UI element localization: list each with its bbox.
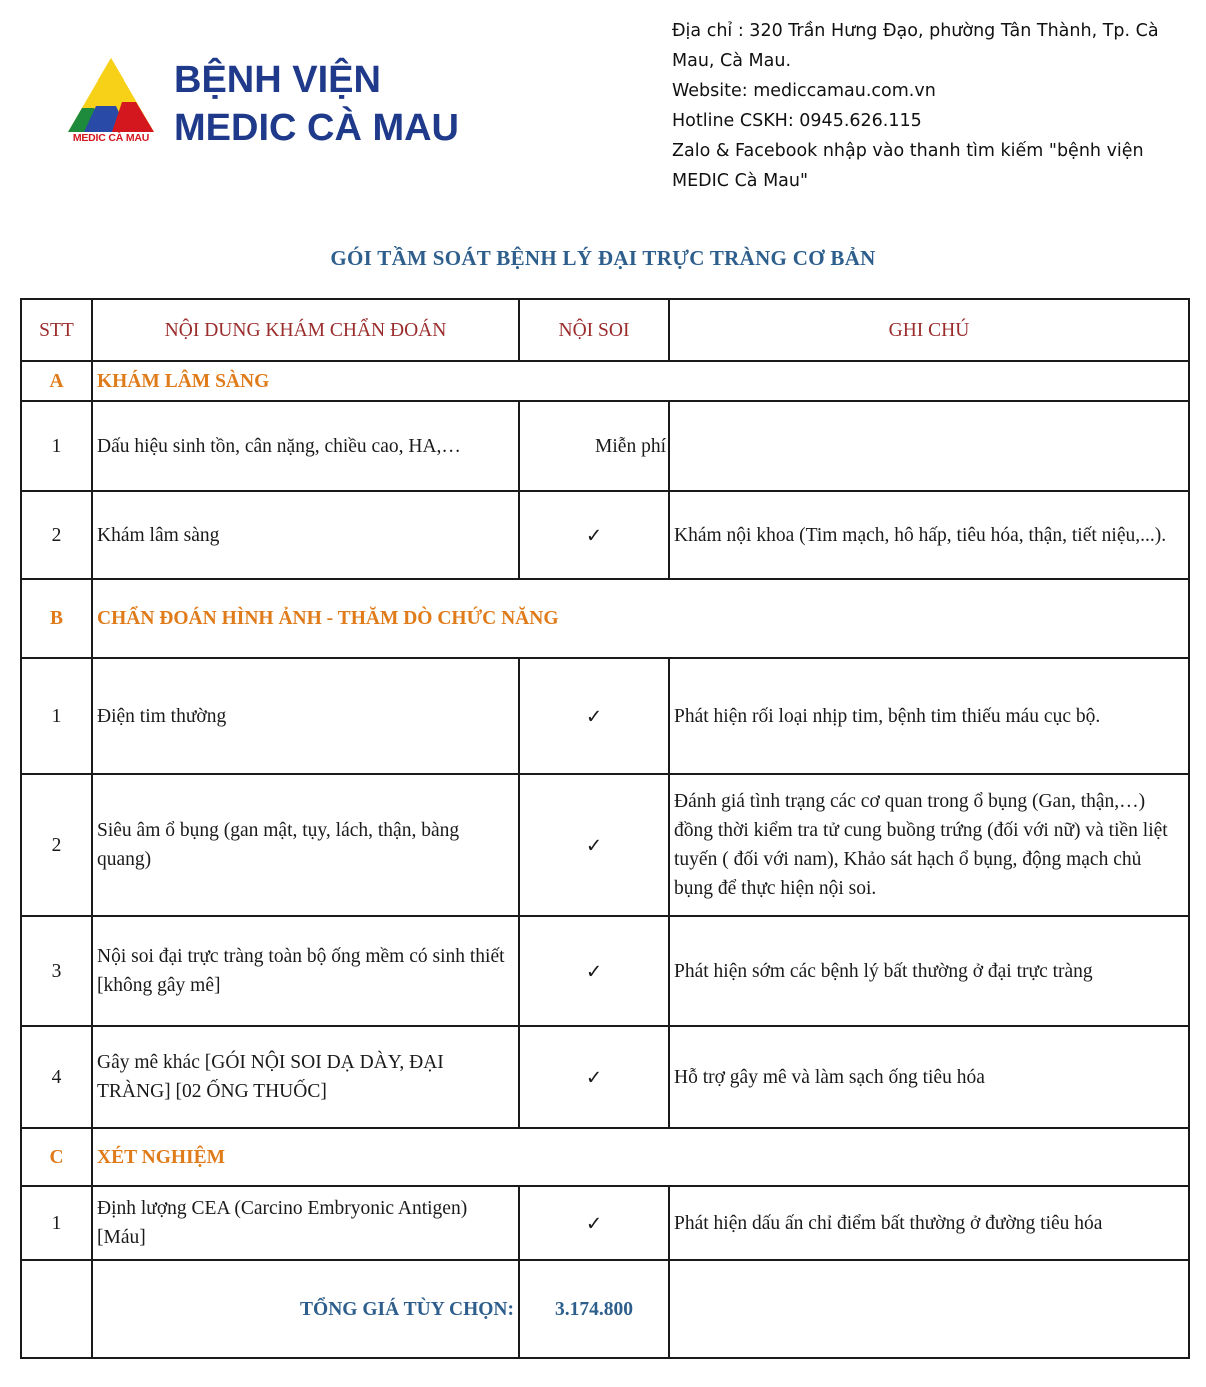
contact-info: [672, 16, 1172, 196]
check-icon: ✓: [519, 491, 669, 579]
table-header-row: [21, 299, 1189, 361]
website-text: Website: mediccamau.com.vn: [672, 81, 936, 101]
row-note: Phát hiện dấu ấn chỉ điểm bất thường ở đường tiêu hóa: [669, 1186, 1189, 1260]
row-content: Gây mê khác [GÓI NỘI SOI DẠ DÀY, ĐẠI TRÀNG] [02 ỐNG THUỐC]: [92, 1026, 519, 1128]
check-icon: ✓: [519, 916, 669, 1026]
row-note: [669, 401, 1189, 491]
table-row: [21, 401, 1189, 491]
row-value: Miễn phí: [519, 401, 669, 491]
section-title: KHÁM LÂM SÀNG: [92, 361, 1189, 401]
row-content: Khám lâm sàng: [92, 491, 519, 579]
total-row: [21, 1260, 1189, 1358]
row-stt: 2: [21, 774, 92, 916]
section-title: XÉT NGHIỆM: [92, 1128, 1189, 1186]
check-icon: ✓: [519, 1026, 669, 1128]
check-icon: ✓: [519, 658, 669, 774]
col-header-endoscopy: NỘI SOI: [519, 299, 669, 361]
hotline-text: Hotline CSKH: 0945.626.115: [672, 111, 922, 131]
row-note: Đánh giá tình trạng các cơ quan trong ổ bụng (Gan, thận,…) đồng thời kiểm tra tử cung buồng trứng (đối với nữ) và tiền liệt tuyến ( đối với nam), Khảo sát hạch ổ bụng, động mạch chủ bụng để thực hiện nội soi.: [669, 774, 1189, 916]
total-empty-cell: [21, 1260, 92, 1358]
col-header-note: GHI CHÚ: [669, 299, 1189, 361]
row-content: Siêu âm ổ bụng (gan mật, tụy, lách, thận, bàng quang): [92, 774, 519, 916]
table-row: [21, 1186, 1189, 1260]
row-stt: 1: [21, 401, 92, 491]
row-content: Nội soi đại trực tràng toàn bộ ống mềm có sinh thiết [không gây mê]: [92, 916, 519, 1026]
row-note: Phát hiện rối loại nhịp tim, bệnh tim thiếu máu cục bộ.: [669, 658, 1189, 774]
total-label: TỔNG GIÁ TÙY CHỌN:: [92, 1260, 519, 1358]
row-stt: 1: [21, 1186, 92, 1260]
brand-line-1: BỆNH VIỆN: [174, 59, 381, 101]
page-header: [0, 0, 1206, 230]
section-letter: B: [21, 579, 92, 658]
logo-caption: MEDIC CÀ MAU: [72, 132, 150, 144]
row-note: Khám nội khoa (Tim mạch, hô hấp, tiêu hóa, thận, tiết niệu,...).: [669, 491, 1189, 579]
section-title: CHẨN ĐOÁN HÌNH ẢNH - THĂM DÒ CHỨC NĂNG: [92, 579, 1189, 658]
table-row: [21, 774, 1189, 916]
row-content: Điện tim thường: [92, 658, 519, 774]
check-icon: ✓: [519, 774, 669, 916]
col-header-content: NỘI DUNG KHÁM CHẨN ĐOÁN: [92, 299, 519, 361]
table-row: [21, 1026, 1189, 1128]
section-row-a: [21, 361, 1189, 401]
total-note-cell: [669, 1260, 1189, 1358]
row-note: Phát hiện sớm các bệnh lý bất thường ở đại trực tràng: [669, 916, 1189, 1026]
section-letter: A: [21, 361, 92, 401]
row-stt: 1: [21, 658, 92, 774]
brand-name: [174, 56, 459, 152]
section-row-b: [21, 579, 1189, 658]
col-header-stt: STT: [21, 299, 92, 361]
check-icon: ✓: [519, 1186, 669, 1260]
brand-line-2: MEDIC CÀ MAU: [174, 107, 459, 149]
section-letter: C: [21, 1128, 92, 1186]
address-text: Địa chỉ : 320 Trần Hưng Đạo, phường Tân Thành, Tp. Cà Mau, Cà Mau.: [672, 21, 1159, 71]
table-row: [21, 658, 1189, 774]
row-content: Dấu hiệu sinh tồn, cân nặng, chiều cao, HA,…: [92, 401, 519, 491]
section-row-c: [21, 1128, 1189, 1186]
table-row: [21, 916, 1189, 1026]
row-note: Hỗ trợ gây mê và làm sạch ống tiêu hóa: [669, 1026, 1189, 1128]
row-stt: 3: [21, 916, 92, 1026]
row-stt: 4: [21, 1026, 92, 1128]
social-text: Zalo & Facebook nhập vào thanh tìm kiếm "bệnh viện MEDIC Cà Mau": [672, 141, 1144, 191]
package-table: [20, 298, 1190, 1359]
row-stt: 2: [21, 491, 92, 579]
table-row: [21, 491, 1189, 579]
total-value: 3.174.800: [519, 1260, 669, 1358]
row-content: Định lượng CEA (Carcino Embryonic Antigen) [Máu]: [92, 1186, 519, 1260]
package-title: GÓI TẦM SOÁT BỆNH LÝ ĐẠI TRỰC TRÀNG CƠ BẢN: [330, 246, 876, 270]
